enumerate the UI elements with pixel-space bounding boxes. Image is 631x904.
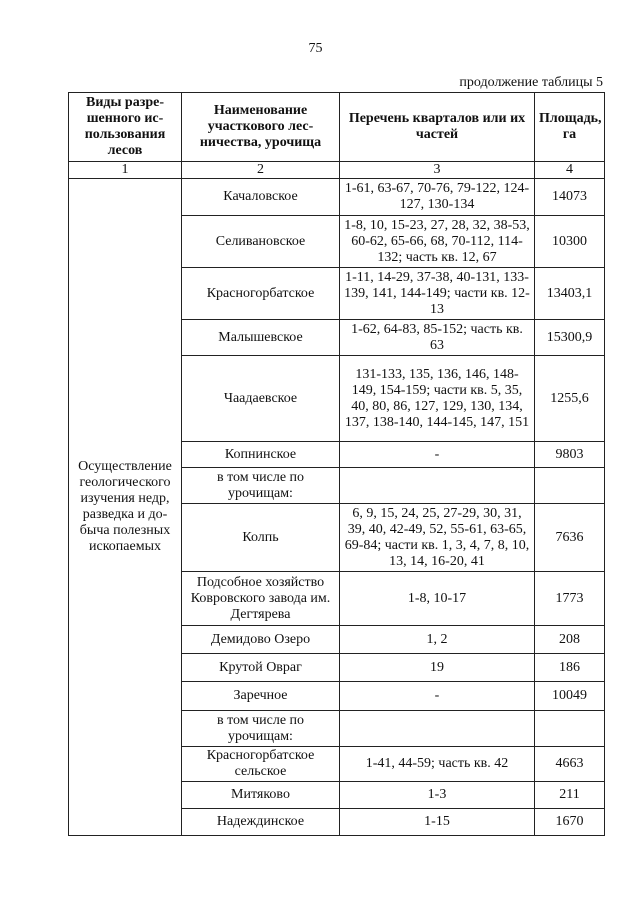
forestry-name-cell: Подсобное хозяйство Ковровского завода им. Дегтярева <box>182 572 340 626</box>
quarters-cell: 6, 9, 15, 24, 25, 27-29, 30, 31, 39, 40, 42-49, 52, 55-61, 63-65, 69-84; части кв. 1, 3, 4, 7, 8, 10, 13, 14, 16-20, 41 <box>340 504 535 572</box>
area-cell: 1255,6 <box>535 356 605 442</box>
quarters-cell <box>340 711 535 747</box>
area-cell: 1670 <box>535 809 605 836</box>
quarters-cell: 1-8, 10-17 <box>340 572 535 626</box>
area-cell: 7636 <box>535 504 605 572</box>
forestry-name-cell: Селивановское <box>182 216 340 268</box>
forestry-name-cell: Демидово Озеро <box>182 626 340 654</box>
quarters-cell: 1-61, 63-67, 70-76, 79-122, 124-127, 130-134 <box>340 179 535 216</box>
area-cell: 186 <box>535 654 605 682</box>
forestry-name-cell: Заречное <box>182 682 340 711</box>
page-number: 75 <box>308 41 323 56</box>
column-number: 3 <box>340 162 535 179</box>
area-cell: 14073 <box>535 179 605 216</box>
quarters-cell: 131-133, 135, 136, 146, 148-149, 154-159; части кв. 5, 35, 40, 80, 86, 127, 129, 130, 134, 137, 138-140, 144-145, 147, 151 <box>340 356 535 442</box>
area-cell <box>535 468 605 504</box>
area-cell: 13403,1 <box>535 268 605 320</box>
table-continuation-label: продолжение таблицы 5 <box>459 75 603 90</box>
quarters-cell: 19 <box>340 654 535 682</box>
header-quarters: Перечень кварталов или их частей <box>340 93 535 162</box>
forestry-name-cell: Копнинское <box>182 442 340 468</box>
forestry-name-cell: в том числе по урочищам: <box>182 711 340 747</box>
forestry-name-cell: Красногорбатское сельское <box>182 747 340 782</box>
area-cell: 208 <box>535 626 605 654</box>
area-cell: 211 <box>535 782 605 809</box>
area-cell: 4663 <box>535 747 605 782</box>
column-number-row <box>69 162 605 179</box>
forestry-name-cell: Крутой Овраг <box>182 654 340 682</box>
header-use-type: Виды разре-шенного ис-пользования лесов <box>69 93 182 162</box>
header-forestry-name: Наименование участкового лес-ничества, урочища <box>182 93 340 162</box>
area-cell: 10049 <box>535 682 605 711</box>
quarters-cell: 1-11, 14-29, 37-38, 40-131, 133-139, 141, 144-149; части кв. 12-13 <box>340 268 535 320</box>
quarters-cell: 1-15 <box>340 809 535 836</box>
forestry-name-cell: Малышевское <box>182 320 340 356</box>
column-number: 4 <box>535 162 605 179</box>
quarters-cell: 1-41, 44-59; часть кв. 42 <box>340 747 535 782</box>
quarters-cell: - <box>340 442 535 468</box>
activity-type-cell: Осуществление геологического изучения недр, разведка и до-быча полезных ископаемых <box>69 179 182 836</box>
quarters-cell: 1-3 <box>340 782 535 809</box>
forestry-name-cell: в том числе по урочищам: <box>182 468 340 504</box>
forestry-name-cell: Митяково <box>182 782 340 809</box>
quarters-cell: 1-62, 64-83, 85-152; часть кв. 63 <box>340 320 535 356</box>
table-row <box>69 179 605 216</box>
forestry-name-cell: Надеждинское <box>182 809 340 836</box>
forest-use-table <box>68 92 605 836</box>
area-cell: 10300 <box>535 216 605 268</box>
area-cell: 15300,9 <box>535 320 605 356</box>
forestry-name-cell: Качаловское <box>182 179 340 216</box>
forestry-name-cell: Колпь <box>182 504 340 572</box>
area-cell <box>535 711 605 747</box>
quarters-cell: - <box>340 682 535 711</box>
forestry-name-cell: Красногорбатское <box>182 268 340 320</box>
header-row <box>69 93 605 162</box>
quarters-cell: 1-8, 10, 15-23, 27, 28, 32, 38-53, 60-62, 65-66, 68, 70-112, 114-132; часть кв. 12, 67 <box>340 216 535 268</box>
column-number: 2 <box>182 162 340 179</box>
column-number: 1 <box>69 162 182 179</box>
header-area: Площадь, га <box>535 93 605 162</box>
area-cell: 9803 <box>535 442 605 468</box>
area-cell: 1773 <box>535 572 605 626</box>
forestry-name-cell: Чаадаевское <box>182 356 340 442</box>
quarters-cell: 1, 2 <box>340 626 535 654</box>
quarters-cell <box>340 468 535 504</box>
